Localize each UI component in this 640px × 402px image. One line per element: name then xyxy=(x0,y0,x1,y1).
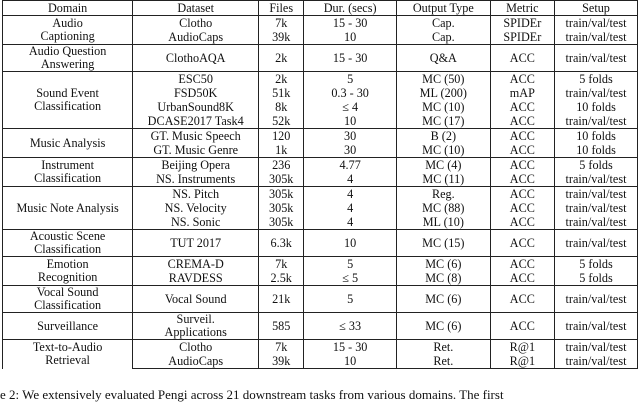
output-type-cell: Q&A xyxy=(397,45,491,72)
output-type-cell: ML (200) xyxy=(397,86,491,100)
setup-cell: train/val/test xyxy=(555,201,638,215)
files-cell: 51k xyxy=(259,86,304,100)
cell-line: Applications xyxy=(164,325,227,339)
duration-cell: 4 xyxy=(304,187,397,202)
files-cell: 8k xyxy=(259,100,304,114)
header-row xyxy=(3,1,638,16)
dataset-cell: CREMA-D xyxy=(133,257,259,272)
duration-cell: 10 xyxy=(304,230,397,257)
output-type-cell: MC (50) xyxy=(397,72,491,87)
dataset-cell: NS. Pitch xyxy=(133,187,259,202)
duration-cell: 5 xyxy=(304,72,397,87)
metric-cell: ACC xyxy=(490,286,554,313)
cell-line: Classification xyxy=(34,171,102,185)
setup-cell: train/val/test xyxy=(555,30,638,45)
cell-line: Vocal Sound xyxy=(36,285,99,299)
duration-cell: 30 xyxy=(304,129,397,144)
output-type-cell: MC (10) xyxy=(397,143,491,158)
header-dataset: Dataset xyxy=(133,1,259,16)
files-cell: 6.3k xyxy=(259,230,304,257)
duration-cell: 0.3 - 30 xyxy=(304,86,397,100)
files-cell: 305k xyxy=(259,187,304,202)
table-body xyxy=(3,16,638,369)
metric-cell: ACC xyxy=(490,72,554,87)
output-type-cell: ML (10) xyxy=(397,215,491,230)
output-type-cell: MC (15) xyxy=(397,230,491,257)
table-row xyxy=(3,286,638,313)
files-cell: 585 xyxy=(259,313,304,340)
setup-cell: 5 folds xyxy=(555,72,638,87)
metric-cell: ACC xyxy=(490,313,554,340)
dataset-cell: Beijing Opera xyxy=(133,158,259,173)
metric-cell: ACC xyxy=(490,257,554,272)
cell-line: Emotion xyxy=(46,257,89,271)
metric-cell: ACC xyxy=(490,215,554,230)
duration-cell: 4 xyxy=(304,201,397,215)
setup-cell: train/val/test xyxy=(555,354,638,369)
metric-cell: mAP xyxy=(490,86,554,100)
duration-cell: 4 xyxy=(304,215,397,230)
metric-cell: R@1 xyxy=(490,340,554,355)
domain-cell xyxy=(3,313,133,340)
domain-cell xyxy=(3,286,133,313)
cell-line: Music Note Analysis xyxy=(16,200,119,215)
downstream-tasks-table xyxy=(2,0,638,369)
cell-line: Instrument xyxy=(41,158,94,172)
table-row xyxy=(3,340,638,355)
metric-cell: ACC xyxy=(490,230,554,257)
files-cell: 2.5k xyxy=(259,271,304,286)
duration-cell: 15 - 30 xyxy=(304,340,397,355)
metric-cell: ACC xyxy=(490,45,554,72)
domain-cell xyxy=(3,16,133,45)
duration-cell: 15 - 30 xyxy=(304,45,397,72)
cell-line: Sound Event xyxy=(36,86,99,100)
setup-cell: train/val/test xyxy=(555,230,638,257)
files-cell: 305k xyxy=(259,215,304,230)
metric-cell: ACC xyxy=(490,201,554,215)
domain-cell xyxy=(3,72,133,129)
table-row xyxy=(3,257,638,272)
cell-line: Classification xyxy=(34,298,102,312)
setup-cell: train/val/test xyxy=(555,45,638,72)
cell-line: Surveillance xyxy=(37,318,99,333)
cell-line: Acoustic Scene xyxy=(29,229,106,243)
duration-cell: 10 xyxy=(304,114,397,129)
dataset-cell: NS. Instruments xyxy=(133,172,259,187)
output-type-cell: MC (11) xyxy=(397,172,491,187)
duration-cell: ≤ 4 xyxy=(304,100,397,114)
metric-cell: SPIDEr xyxy=(490,16,554,31)
files-cell: 7k xyxy=(259,257,304,272)
setup-cell: 10 folds xyxy=(555,143,638,158)
dataset-cell: ClothoAQA xyxy=(133,45,259,72)
dataset-cell: RAVDESS xyxy=(133,271,259,286)
dataset-cell: UrbanSound8K xyxy=(133,100,259,114)
cell-line: Classification xyxy=(34,99,102,113)
output-type-cell: Ret. xyxy=(397,354,491,369)
dataset-cell: GT. Music Speech xyxy=(133,129,259,144)
duration-cell: 10 xyxy=(304,354,397,369)
dataset-cell: AudioCaps xyxy=(133,30,259,45)
dataset-cell: AudioCaps xyxy=(133,354,259,369)
cell-line: Text-to-Audio xyxy=(32,340,103,355)
cell-line: Audio xyxy=(52,16,83,30)
header-duration: Dur. (secs) xyxy=(304,1,397,16)
output-type-cell: Ret. xyxy=(397,340,491,355)
duration-cell: 15 - 30 xyxy=(304,16,397,31)
duration-cell: 30 xyxy=(304,143,397,158)
table-row xyxy=(3,45,638,72)
cell-line: Music Analysis xyxy=(29,135,106,150)
setup-cell: 10 folds xyxy=(555,129,638,144)
files-cell: 7k xyxy=(259,340,304,355)
dataset-cell: NS. Sonic xyxy=(133,215,259,230)
output-type-cell: MC (4) xyxy=(397,158,491,173)
table-caption: e 2: We extensively evaluated Pengi across 21 downstream tasks from various domains. The first xyxy=(0,388,504,402)
metric-cell: R@1 xyxy=(490,354,554,369)
header-files: Files xyxy=(259,1,304,16)
header-domain: Domain xyxy=(3,1,133,16)
metric-cell: ACC xyxy=(490,100,554,114)
files-cell: 1k xyxy=(259,143,304,158)
metric-cell: ACC xyxy=(490,143,554,158)
setup-cell: train/val/test xyxy=(555,86,638,100)
duration-cell: 4.77 xyxy=(304,158,397,173)
header-metric: Metric xyxy=(490,1,554,16)
duration-cell: 5 xyxy=(304,286,397,313)
output-type-cell: MC (10) xyxy=(397,100,491,114)
setup-cell: train/val/test xyxy=(555,172,638,187)
domain-cell xyxy=(3,257,133,286)
dataset-cell: NS. Velocity xyxy=(133,201,259,215)
setup-cell: train/val/test xyxy=(555,114,638,129)
domain-cell xyxy=(3,129,133,158)
output-type-cell: Cap. xyxy=(397,30,491,45)
output-type-cell: B (2) xyxy=(397,129,491,144)
duration-cell: ≤ 5 xyxy=(304,271,397,286)
table-row xyxy=(3,230,638,257)
domain-cell xyxy=(3,45,133,72)
files-cell: 305k xyxy=(259,172,304,187)
setup-cell: train/val/test xyxy=(555,215,638,230)
output-type-cell: MC (88) xyxy=(397,201,491,215)
metric-cell: ACC xyxy=(490,129,554,144)
output-type-cell: MC (6) xyxy=(397,257,491,272)
header-setup: Setup xyxy=(555,1,638,16)
files-cell: 52k xyxy=(259,114,304,129)
cell-line: Recognition xyxy=(37,270,98,284)
output-type-cell: Cap. xyxy=(397,16,491,31)
cell-line: Classification xyxy=(34,242,102,256)
dataset-cell: Clotho xyxy=(133,16,259,31)
metric-cell: ACC xyxy=(490,158,554,173)
table-row xyxy=(3,187,638,202)
duration-cell: 10 xyxy=(304,30,397,45)
duration-cell: ≤ 33 xyxy=(304,313,397,340)
metric-cell: ACC xyxy=(490,114,554,129)
dataset-cell: FSD50K xyxy=(133,86,259,100)
table-row xyxy=(3,158,638,173)
domain-cell xyxy=(3,340,133,369)
dataset-cell: TUT 2017 xyxy=(133,230,259,257)
setup-cell: 5 folds xyxy=(555,271,638,286)
dataset-cell xyxy=(133,313,259,340)
header-output-type: Output Type xyxy=(397,1,491,16)
setup-cell: train/val/test xyxy=(555,313,638,340)
table-row xyxy=(3,313,638,340)
domain-cell xyxy=(3,230,133,257)
domain-cell xyxy=(3,158,133,187)
setup-cell: train/val/test xyxy=(555,16,638,31)
files-cell: 2k xyxy=(259,72,304,87)
domain-cell xyxy=(3,187,133,230)
files-cell: 39k xyxy=(259,30,304,45)
files-cell: 236 xyxy=(259,158,304,173)
cell-line: Surveil. xyxy=(176,312,215,326)
dataset-cell: Vocal Sound xyxy=(133,286,259,313)
setup-cell: 5 folds xyxy=(555,257,638,272)
metric-cell: ACC xyxy=(490,172,554,187)
files-cell: 2k xyxy=(259,45,304,72)
cell-line: Audio Question xyxy=(28,44,107,58)
output-type-cell: MC (8) xyxy=(397,271,491,286)
setup-cell: train/val/test xyxy=(555,187,638,202)
dataset-cell: Clotho xyxy=(133,340,259,355)
output-type-cell: MC (6) xyxy=(397,313,491,340)
metric-cell: ACC xyxy=(490,271,554,286)
files-cell: 21k xyxy=(259,286,304,313)
output-type-cell: MC (6) xyxy=(397,286,491,313)
setup-cell: 10 folds xyxy=(555,100,638,114)
table-row xyxy=(3,72,638,87)
cell-line: Retrieval xyxy=(45,353,90,368)
setup-cell: train/val/test xyxy=(555,286,638,313)
cell-line: Answering xyxy=(40,57,95,71)
metric-cell: SPIDEr xyxy=(490,30,554,45)
output-type-cell: MC (17) xyxy=(397,114,491,129)
table-row xyxy=(3,16,638,31)
table-row xyxy=(3,129,638,144)
dataset-cell: GT. Music Genre xyxy=(133,143,259,158)
metric-cell: ACC xyxy=(490,187,554,202)
duration-cell: 4 xyxy=(304,172,397,187)
dataset-cell: ESC50 xyxy=(133,72,259,87)
files-cell: 39k xyxy=(259,354,304,369)
duration-cell: 5 xyxy=(304,257,397,272)
output-type-cell: Reg. xyxy=(397,187,491,202)
dataset-cell: DCASE2017 Task4 xyxy=(133,114,259,129)
cell-line: Captioning xyxy=(40,29,95,43)
setup-cell: 5 folds xyxy=(555,158,638,173)
files-cell: 305k xyxy=(259,201,304,215)
files-cell: 7k xyxy=(259,16,304,31)
setup-cell: train/val/test xyxy=(555,340,638,355)
files-cell: 120 xyxy=(259,129,304,144)
